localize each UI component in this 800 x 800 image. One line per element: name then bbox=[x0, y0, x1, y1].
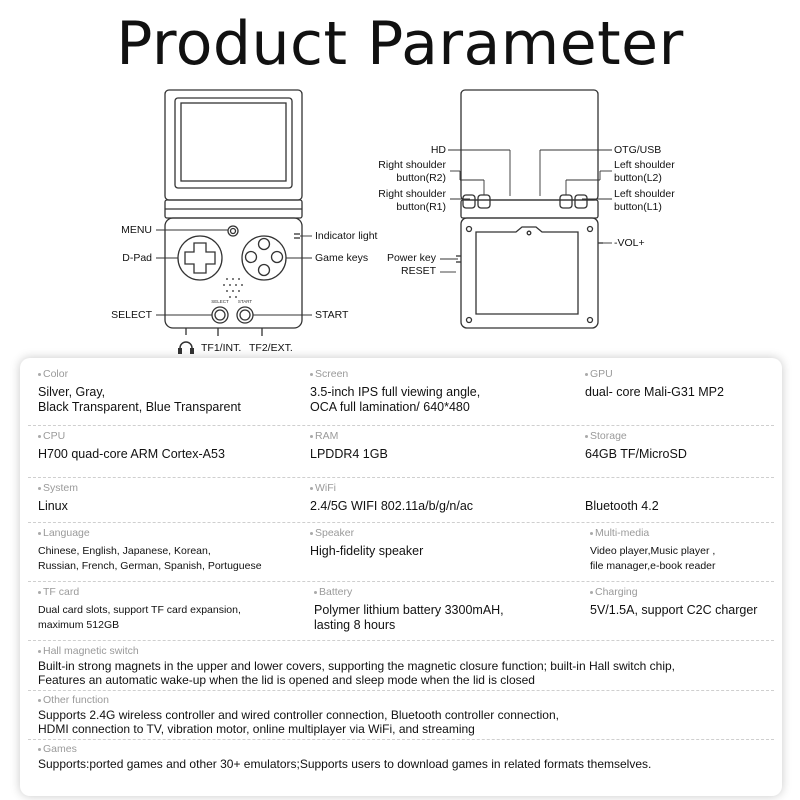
tf2-label: TF2/EXT. bbox=[249, 342, 293, 354]
spec-games: Games Supports:ported games and other 30+ emulators;Supports users to download games in related formats themselves. bbox=[38, 743, 652, 771]
spec-language: Language Chinese, English, Japanese, Korean, Russian, French, German, Spanish, Portuguese bbox=[38, 527, 262, 572]
game-keys-ring bbox=[242, 236, 286, 280]
spec-cpu: CPU H700 quad-core ARM Cortex-A53 bbox=[38, 430, 225, 461]
spec-battery: Battery Polymer lithium battery 3300mAH, lasting 8 hours bbox=[314, 586, 504, 632]
spec-wifi: WiFi 2.4/5G WIFI 802.11a/b/g/n/ac bbox=[310, 482, 474, 513]
page-title: Product Parameter bbox=[116, 9, 684, 79]
reset-label: RESET bbox=[400, 265, 436, 277]
menu-label: MENU bbox=[121, 224, 152, 236]
tf1-label: TF1/INT. bbox=[201, 342, 242, 354]
front-screen bbox=[181, 103, 286, 181]
menu-button-icon bbox=[228, 226, 238, 236]
hd-label: HD bbox=[430, 144, 446, 156]
dpad-label: D-Pad bbox=[122, 252, 152, 264]
back-hinge bbox=[461, 200, 598, 218]
otg-usb-label: OTG/USB bbox=[614, 144, 662, 156]
front-screen-bezel bbox=[175, 98, 292, 188]
select-small-label: SELECT bbox=[211, 299, 229, 304]
dpad-icon bbox=[185, 243, 215, 273]
spec-screen: Screen 3.5-inch IPS full viewing angle, OCA full lamination/ 640*480 bbox=[310, 368, 481, 414]
start-label: START bbox=[315, 309, 349, 321]
spec-color: Color Silver, Gray, Black Transparent, Blue Transparent bbox=[38, 368, 241, 414]
spec-speaker: Speaker High-fidelity speaker bbox=[310, 527, 424, 558]
r2-button-icon bbox=[463, 195, 475, 208]
select-label: SELECT bbox=[111, 309, 152, 321]
l1-label: Left shoulder button(L1) bbox=[614, 188, 675, 213]
back-lid bbox=[461, 90, 598, 200]
r1-label: Right shoulder button(R1) bbox=[378, 188, 446, 213]
indicator-light-label: Indicator light bbox=[315, 230, 378, 242]
spec-hall-switch: Hall magnetic switch Built-in strong magnets in the upper and lower covers, supporting the magnetic closure function; built-in Hall switch chip, Features an automatic wake-up when the lid is opened and sleep mode when the lid is closed bbox=[38, 645, 675, 687]
b-button-icon bbox=[259, 265, 270, 276]
spec-multimedia: Multi-media Video player,Music player , file manager,e-book reader bbox=[590, 527, 716, 572]
spec-other-function: Other function Supports 2.4G wireless controller and wired controller connection, Bluetooth controller connection, HDMI connection to TV, vibration motor, online multiplayer via WiFi, and streaming bbox=[38, 694, 559, 736]
start-small-label: START bbox=[237, 299, 253, 304]
device-diagram bbox=[0, 82, 800, 362]
r2-label: Right shoulder button(R2) bbox=[378, 159, 446, 184]
spec-system: System Linux bbox=[38, 482, 79, 513]
r1-button-icon bbox=[478, 195, 490, 208]
spec-tf-card: TF card Dual card slots, support TF card expansion, maximum 512GB bbox=[38, 586, 241, 631]
spec-ram: RAM LPDDR4 1GB bbox=[310, 430, 388, 461]
y-button-icon bbox=[246, 252, 257, 263]
l2-button-icon bbox=[560, 195, 572, 208]
specs-card bbox=[20, 358, 782, 796]
spec-storage: Storage 64GB TF/MicroSD bbox=[585, 430, 687, 461]
battery-cover bbox=[476, 227, 578, 314]
a-button-icon bbox=[272, 252, 283, 263]
x-button-icon bbox=[259, 239, 270, 250]
l1-button-icon bbox=[575, 195, 587, 208]
spec-charging: Charging 5V/1.5A, support C2C charger bbox=[590, 586, 758, 617]
power-key-label: Power key bbox=[386, 252, 436, 264]
spec-bluetooth: Bluetooth 4.2 bbox=[585, 499, 659, 513]
l2-label: Left shoulder button(L2) bbox=[614, 159, 675, 184]
game-keys-label: Game keys bbox=[315, 252, 369, 264]
front-lid bbox=[165, 90, 302, 200]
vol-label: -VOL+ bbox=[614, 237, 645, 249]
front-body bbox=[165, 218, 302, 328]
spec-gpu: GPU dual- core Mali-G31 MP2 bbox=[585, 368, 724, 399]
